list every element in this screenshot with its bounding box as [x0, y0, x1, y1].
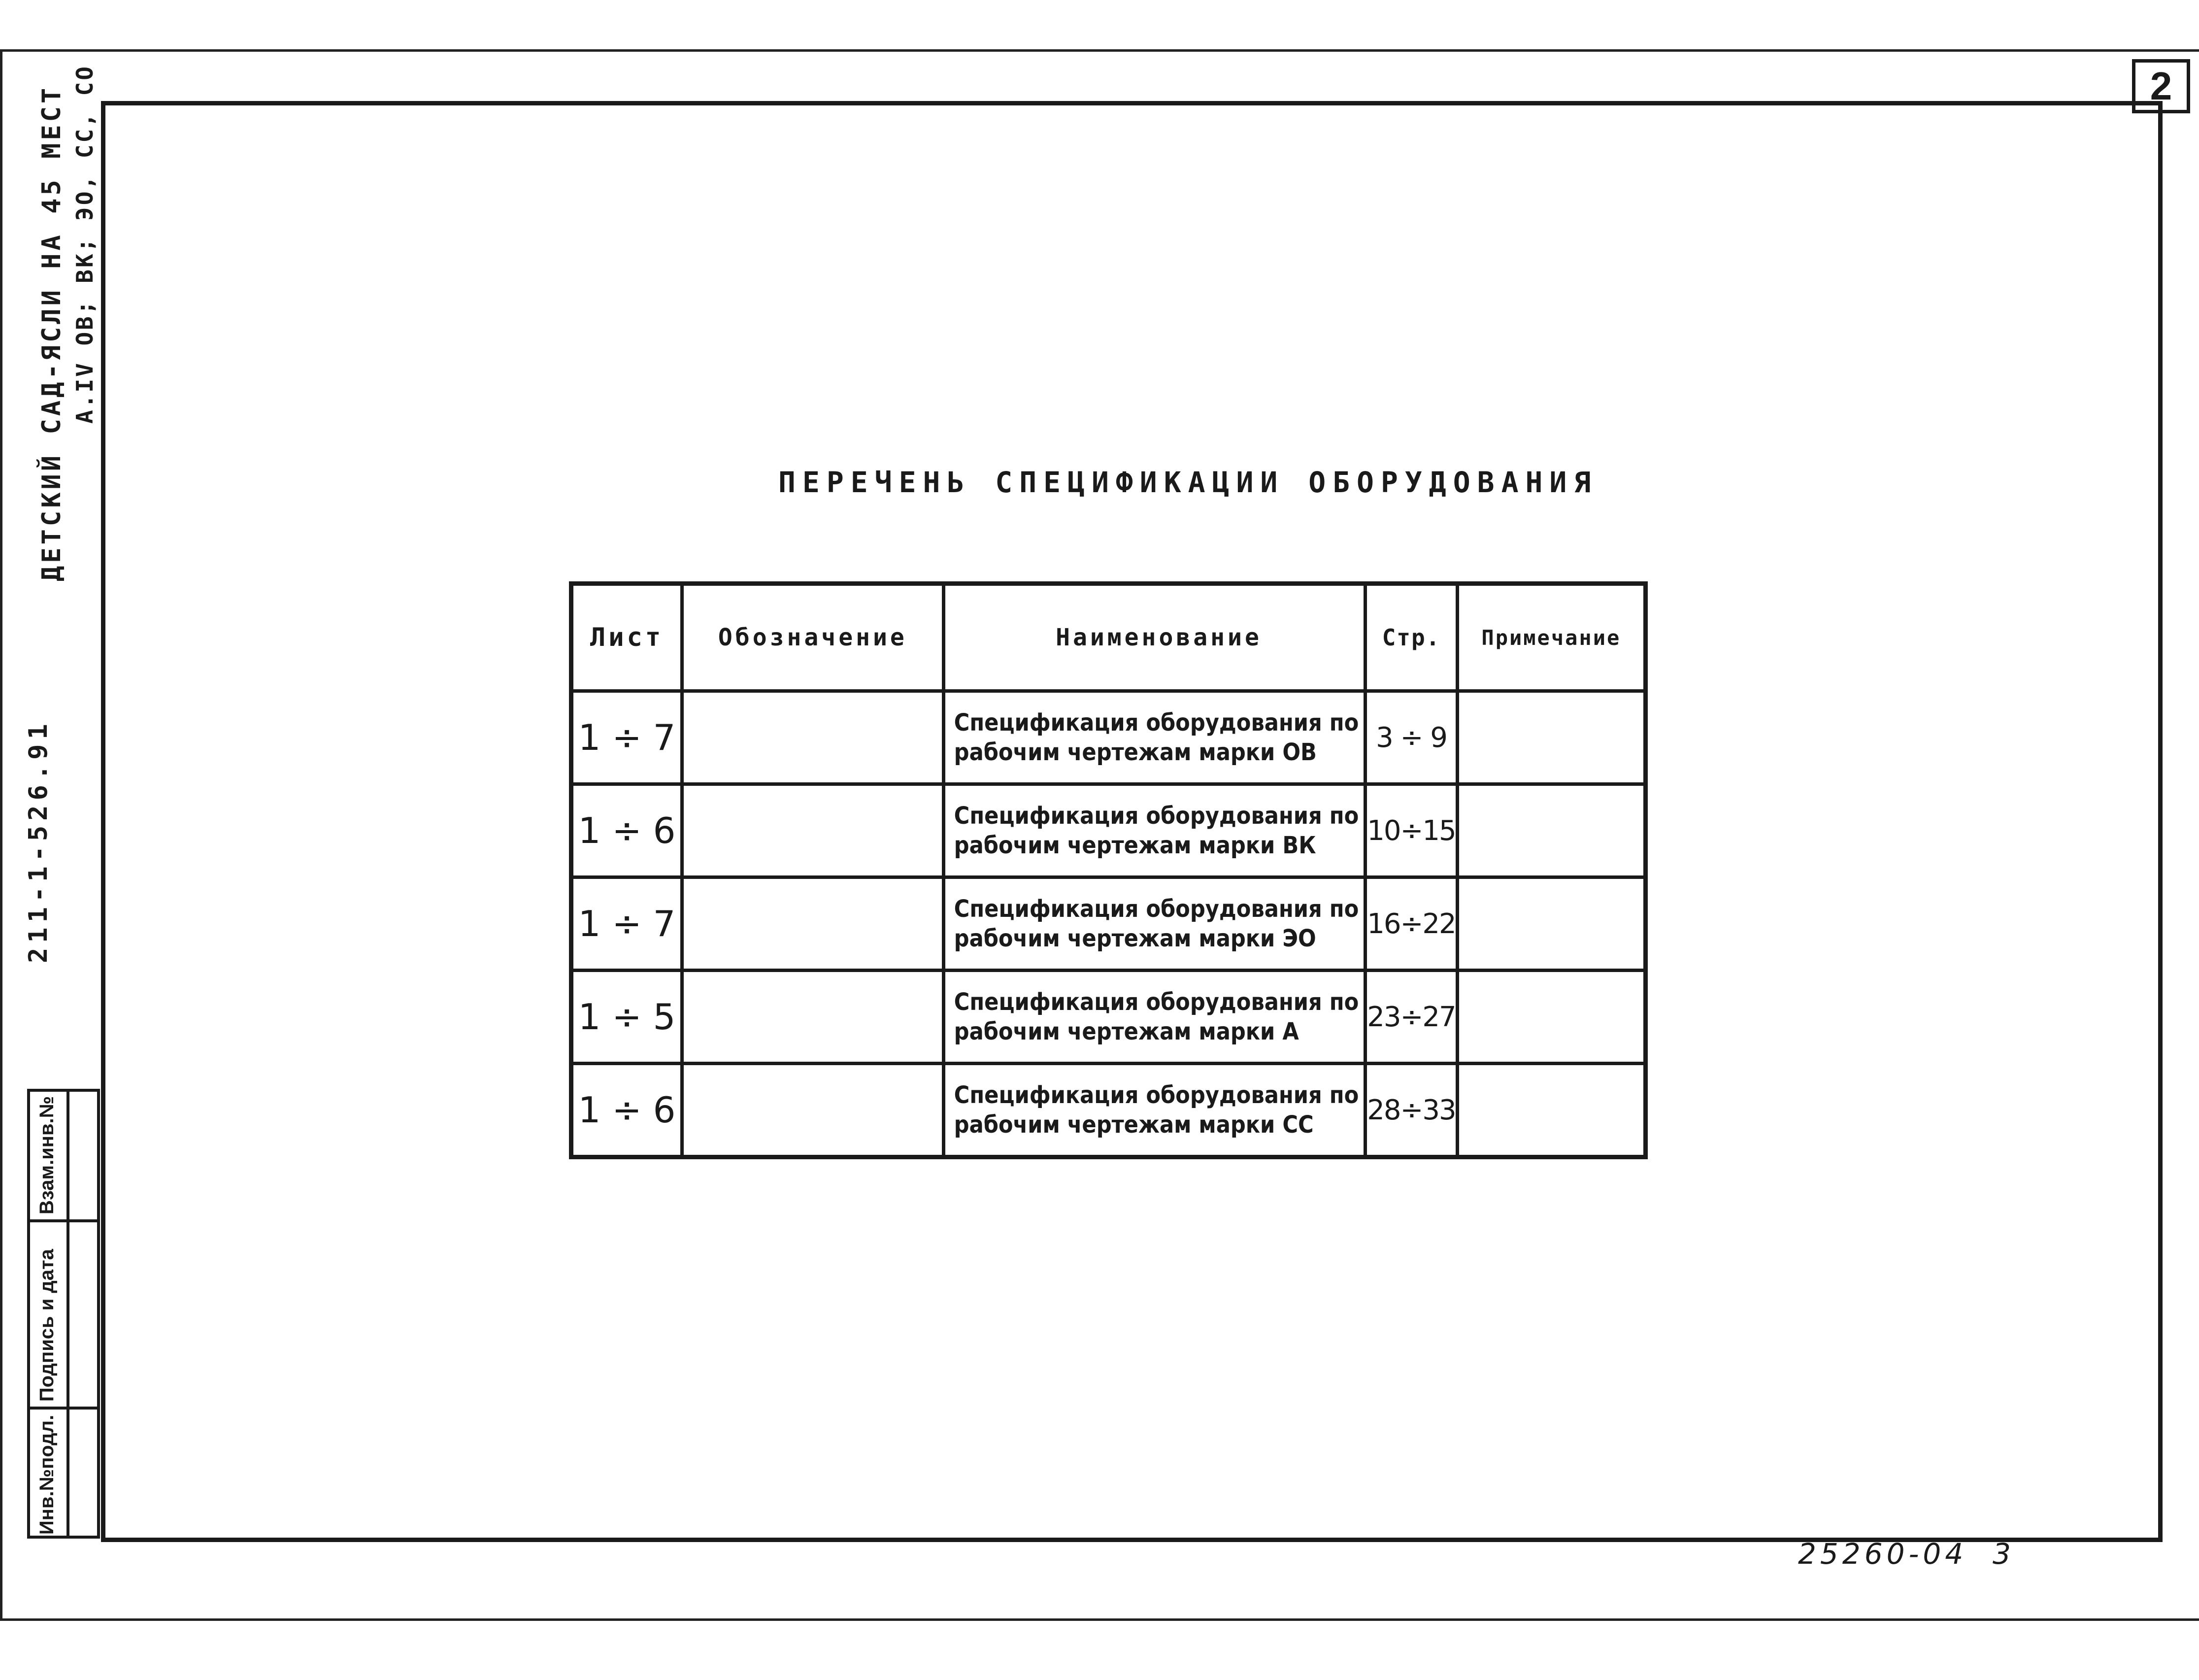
cell-name-line1: Спецификация оборудования по: [954, 988, 1359, 1016]
cell-page: 28÷33: [1366, 1064, 1457, 1157]
left-edge-line: [0, 49, 2, 1621]
header-page: Стр.: [1366, 584, 1457, 691]
archive-code: 25260-04: [1798, 1537, 1967, 1571]
table-header-row: [571, 584, 1646, 691]
side-title-line1: ДЕТСКИЙ САД-ЯСЛИ НА 45 МЕСТ: [37, 85, 67, 581]
cell-page: 16÷22: [1366, 877, 1457, 971]
table-row: [571, 784, 1646, 877]
cell-name-line1: Спецификация оборудования по: [954, 1081, 1359, 1109]
page-number: 3: [1993, 1537, 2011, 1571]
cell-note: [1457, 784, 1645, 877]
cell-name: [943, 971, 1366, 1064]
cell-sheet: 1 ÷ 7: [571, 877, 682, 971]
cell-page: 23÷27: [1366, 971, 1457, 1064]
header-designation: Обозначение: [682, 584, 944, 691]
cell-note: [1457, 971, 1645, 1064]
stamp-value-column: [67, 1089, 100, 1539]
cell-name: [943, 1064, 1366, 1157]
cell-designation: [682, 784, 944, 877]
header-note: Примечание: [1457, 584, 1645, 691]
stamp-inv-podl: Инв.№подл.: [36, 1414, 58, 1535]
cell-name-line1: Спецификация оборудования по: [954, 709, 1359, 737]
cell-name: [943, 691, 1366, 784]
specification-list-table: [569, 581, 1648, 1159]
cell-sheet: 1 ÷ 6: [571, 1064, 682, 1157]
cell-name-line1: Спецификация оборудования по: [954, 802, 1359, 830]
cell-designation: [682, 877, 944, 971]
stamp-divider: [27, 1407, 100, 1410]
cell-note: [1457, 1064, 1645, 1157]
table-row: [571, 971, 1646, 1064]
cell-name-line2: рабочим чертежам марки ВК: [954, 832, 1316, 859]
cell-name: [943, 877, 1366, 971]
sheet-number: 2: [2150, 64, 2172, 108]
table-row: [571, 877, 1646, 971]
stamp-podpis-data: Подпись и дата: [36, 1249, 58, 1402]
cell-page: 10÷15: [1366, 784, 1457, 877]
stamp-divider: [27, 1219, 100, 1222]
cell-note: [1457, 691, 1645, 784]
cell-name-line2: рабочим чертежам марки ОВ: [954, 739, 1317, 766]
cell-name-line2: рабочим чертежам марки А: [954, 1018, 1299, 1045]
cell-name-line1: Спецификация оборудования по: [954, 895, 1359, 923]
cell-sheet: 1 ÷ 7: [571, 691, 682, 784]
cell-designation: [682, 691, 944, 784]
sheet-number-box: [2132, 59, 2190, 113]
cell-name-line2: рабочим чертежам марки ЭО: [954, 925, 1316, 952]
cell-designation: [682, 1064, 944, 1157]
cell-sheet: 1 ÷ 6: [571, 784, 682, 877]
cell-page: 3 ÷ 9: [1366, 691, 1457, 784]
table-row: [571, 691, 1646, 784]
cell-name-line2: рабочим чертежам марки СС: [954, 1111, 1314, 1139]
page-title: ПЕРЕЧЕНЬ СПЕЦИФИКАЦИИ ОБОРУДОВАНИЯ: [778, 466, 1598, 499]
header-name: Наименование: [943, 584, 1366, 691]
cell-note: [1457, 877, 1645, 971]
cell-name: [943, 784, 1366, 877]
project-code: 211-1-526.91: [24, 719, 53, 963]
cell-sheet: 1 ÷ 5: [571, 971, 682, 1064]
cell-designation: [682, 971, 944, 1064]
table-row: [571, 1064, 1646, 1157]
stamp-vzam-inv: Взам.инв.№: [36, 1096, 58, 1214]
header-sheet: Лист: [571, 584, 682, 691]
approval-stamp: [27, 1089, 100, 1539]
side-title-line2: А.IV ОВ; ВК; ЭО, СС, СО: [71, 65, 98, 424]
